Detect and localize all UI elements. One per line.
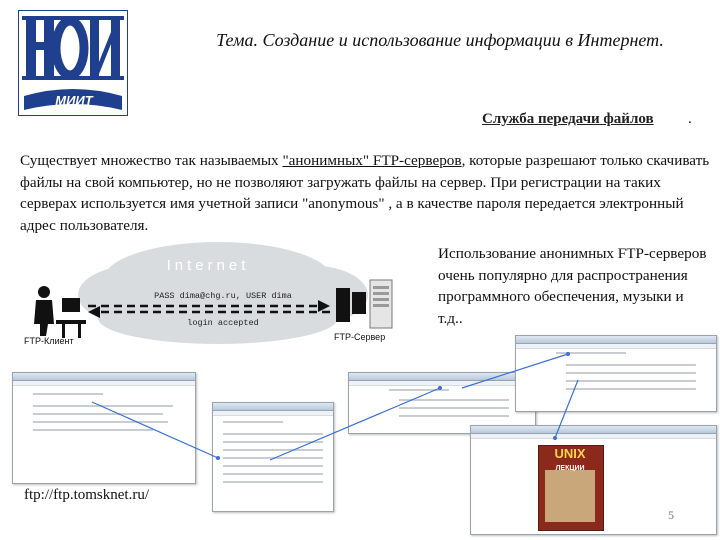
section-subtitle: Служба передачи файлов xyxy=(482,111,654,127)
client-label: FTP-Клиент xyxy=(24,336,74,346)
popularity-paragraph: Использование анонимных FTP-серверов очень популярно для распространения программного обеспечения, музыки и т.д.. xyxy=(438,245,707,327)
browser-screenshot-4 xyxy=(515,335,717,412)
page-title: Тема. Создание и использование информации в Интернет. xyxy=(216,30,664,50)
miit-logo xyxy=(18,10,128,116)
subtitle-period: . xyxy=(688,111,692,127)
book-title: UNIX ЛЕКЦИИ xyxy=(554,446,586,472)
server-label: FTP-Сервер xyxy=(334,332,386,342)
browser-screenshot-2 xyxy=(212,402,334,512)
cloud-label: Internet xyxy=(166,257,250,274)
logo-wordmark: МИИТ xyxy=(55,93,93,108)
anonymous-ftp-term: "анонимных" FTP-серверов xyxy=(282,152,462,169)
book-illustration xyxy=(545,470,595,522)
browser-screenshot-1 xyxy=(12,372,196,484)
command-text: PASS dima@chg.ru, USER dima xyxy=(154,291,292,301)
page-number: 5 xyxy=(668,508,674,522)
response-text: login accepted xyxy=(187,318,259,328)
ftp-url: ftp://ftp.tomsknet.ru/ xyxy=(24,487,149,503)
ftp-diagram xyxy=(18,240,408,348)
intro-paragraph: Существует множество так называемых "анонимных" FTP-серверов, которые разрешают только скачивать файлы на свой компьютер, но не позволяют загружать файлы на сервер. При регистрации на таких серверах используется имя учетной записи "anonymous" , а в качестве пароля передается электронный адрес пользователя. xyxy=(20,152,710,234)
